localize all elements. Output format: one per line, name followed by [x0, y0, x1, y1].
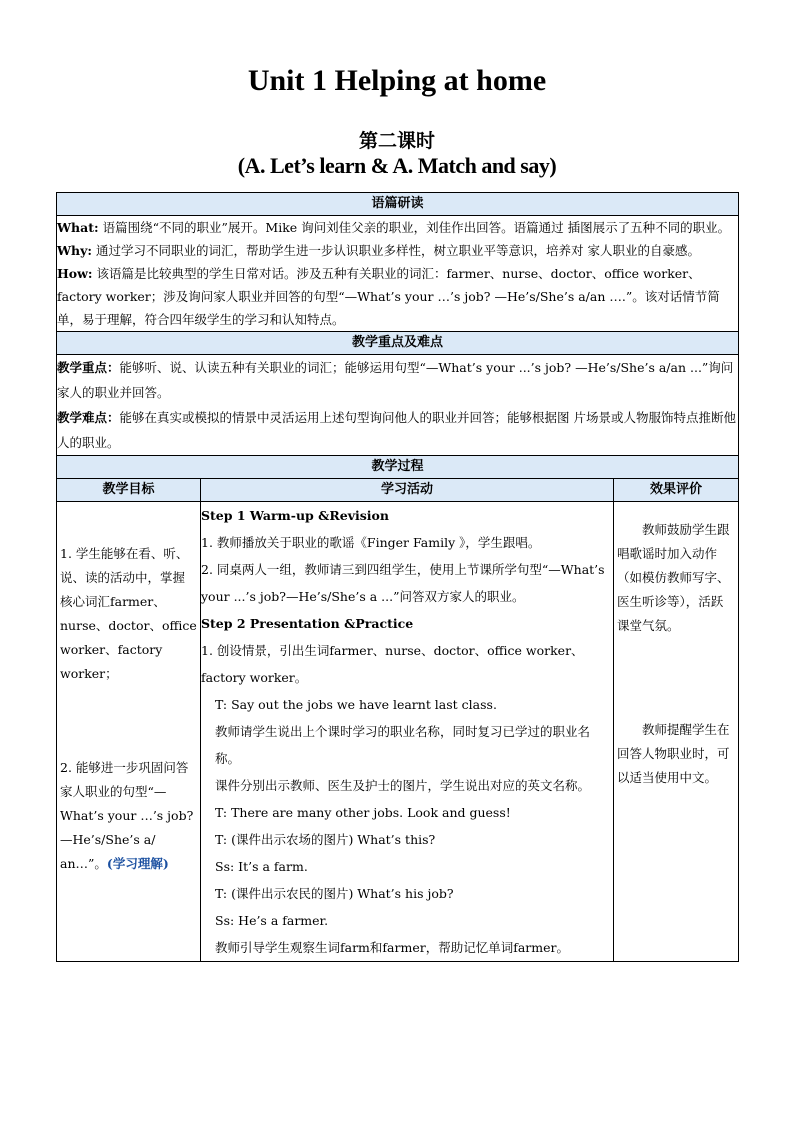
how-text: 该语篇是比较典型的学生日常对话。涉及五种有关职业的词汇：farmer、nurse、doctor、office worker、factory worker；涉及询问家人职业并回答的句型“—What’s your …’s job? —He’s/She’s a/an ….”。该对话情节简单，易于理解，符合四年级学生的学习和认知特点。: [57, 266, 720, 327]
step-2-line-10: 教师引导学生观察生词farm和farmer，帮助记忆单词farmer。: [215, 940, 569, 955]
text-study-content: [57, 216, 739, 332]
step-2-line-3: 教师请学生说出上个课时学习的职业名称，同时复习已学过的职业名称。: [215, 724, 591, 766]
goals-cell: [57, 502, 201, 962]
how-label: How:: [57, 266, 93, 281]
goal-2: [57, 752, 200, 880]
column-header-evaluation: 效果评价: [614, 479, 739, 502]
goal-2-text: 2. 能够进一步巩固问答家人职业的句型“—What’s your …’s job? —He’s/She’s a/ an…”。: [60, 760, 194, 871]
step-2-line-9: Ss: He’s a farmer.: [215, 913, 329, 928]
what-label: What:: [57, 220, 99, 235]
difficulty-paragraph: [57, 405, 738, 455]
step-2-line-5: T: There are many other jobs. Look and guess!: [215, 805, 511, 820]
section-header-process: 教学过程: [57, 456, 739, 479]
evaluation-1: 教师鼓励学生跟唱歌谣时加入动作（如模仿教师写字、医生听诊等），活跃课堂气氛。: [617, 522, 730, 633]
section-header-key-points: 教学重点及难点: [57, 332, 739, 355]
lesson-plan-table: [56, 192, 739, 962]
key-point-label: 教学重点：: [57, 360, 120, 375]
evaluation-cell: [614, 502, 739, 962]
why-text: 通过学习不同职业的词汇，帮助学生进一步认识职业多样性，树立职业平等意识，培养对 家人职业的自豪感。: [96, 243, 700, 258]
why-label: Why:: [57, 243, 93, 258]
key-points-content: [57, 355, 739, 456]
how-paragraph: [57, 262, 738, 331]
step-2-line-7: Ss: It’s a farm.: [215, 859, 308, 874]
key-point-text: 能够听、说、认读五种有关职业的词汇；能够运用句型“—What’s your ...’s job? —He’s/She’s a/an ...”询问家人的职业并回答。: [57, 360, 734, 400]
lesson-number: 第二课时: [358, 130, 435, 152]
what-paragraph: [57, 216, 738, 239]
step-2-line-4: 课件分别出示教师、医生及护士的图片，学生说出对应的英文名称。: [215, 778, 591, 793]
step-2-title: Step 2 Presentation &Practice: [201, 616, 414, 631]
document-title: Unit 1 Helping at home: [247, 64, 547, 97]
difficulty-text: 能够在真实或模拟的情景中灵活运用上述句型询问他人的职业并回答；能够根据图 片场景或人物服饰特点推断他人的职业。: [57, 410, 736, 450]
lesson-subtitle: (A. Let’s learn & A. Match and say): [237, 153, 557, 178]
step-2-line-2: T: Say out the jobs we have learnt last class.: [215, 697, 497, 712]
why-paragraph: [57, 239, 738, 262]
goal-1: 1. 学生能够在看、听、说、读的活动中，掌握核心词汇farmer、nurse、doctor、office worker、factory worker；: [60, 546, 197, 681]
key-point-paragraph: [57, 355, 738, 405]
step-1-title: Step 1 Warm-up &Revision: [201, 508, 389, 523]
difficulty-label: 教学难点：: [57, 410, 120, 425]
column-header-goals: 教学目标: [57, 479, 201, 502]
step-1-item-2: 2. 同桌两人一组，教师请三到四组学生，使用上节课所学句型“—What’s your ...’s job?—He’s/She’s a ...”问答双方家人的职业。: [201, 562, 605, 604]
activities-cell: [201, 502, 614, 962]
step-2-line-8: T: (课件出示农民的图片) What’s his job?: [215, 886, 454, 901]
evaluation-2: 教师提醒学生在回答人物职业时，可以适当使用中文。: [617, 722, 730, 785]
step-2-line-6: T: (课件出示农场的图片) What’s this?: [215, 832, 436, 847]
goal-2-tag: (学习理解): [106, 856, 169, 871]
column-header-activities: 学习活动: [201, 479, 614, 502]
section-header-text-study: 语篇研读: [57, 193, 739, 216]
step-1-item-1: 1. 教师播放关于职业的歌谣《Finger Family 》，学生跟唱。: [201, 535, 541, 550]
what-text: 语篇围绕“不同的职业”展开。Mike 询问刘佳父亲的职业，刘佳作出回答。语篇通过 插图展示了五种不同的职业。: [102, 220, 731, 235]
step-2-item-1: 1. 创设情景，引出生词farmer、nurse、doctor、office worker、factory worker。: [201, 643, 584, 685]
